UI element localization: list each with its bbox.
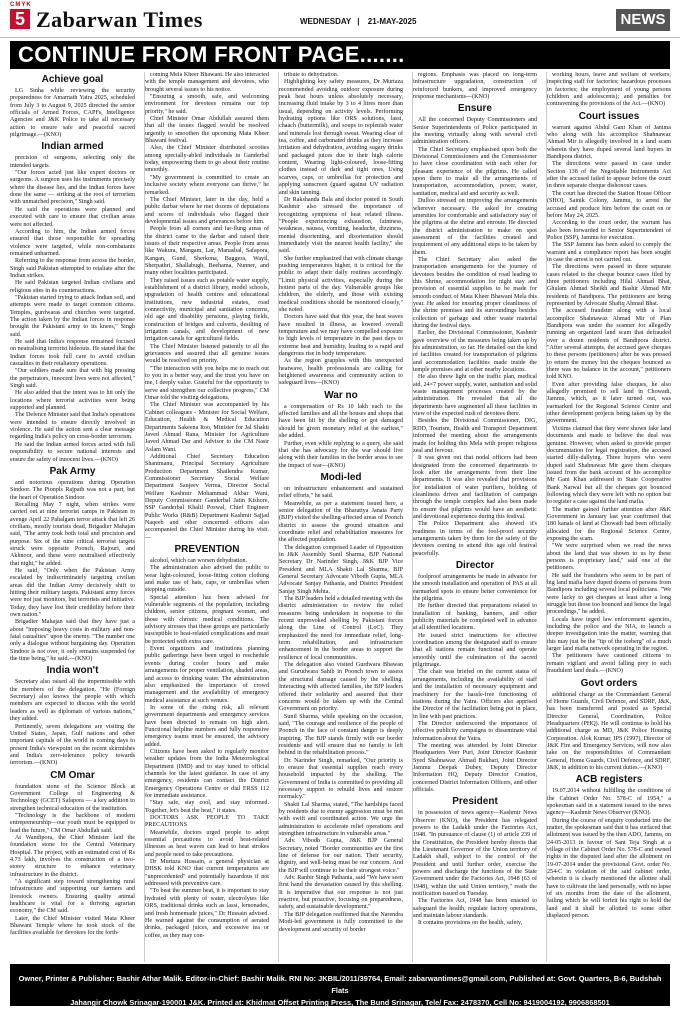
article-paragraph: It contains provisions on the health, safety, bbox=[418, 920, 523, 927]
article-paragraph: The Chief Minister was accompanied by his Cabinet colleagues - Minister for Social Welfare, Education, Health & Medical Education Departments Sakeena Itoo, Minister for Jal Shakti Javed Ahmad Rana, Minister for Agriculture Javed Ahmad Dar and Advisor to the CM Nasir Aslam Wani. bbox=[145, 402, 269, 453]
page-number: 5 bbox=[10, 9, 30, 29]
article-paragraph: 19.07.2014 without fulfilling the conditions of the Cabinet Order No. 578-C of 1954," a spokesman said in a statement issued to the news agency—Kashmir News Observer (KNO). bbox=[547, 788, 671, 817]
article-paragraph: Recalling May 7 night, when strikes were carried out at nine terrorist camps in Pakistan to avenge April 22 Pahalgam terror attack that left 26 civilians, mostly tourists dead, Brigadier Mahajan said, "The army took both total and precision and purpose. Six of the nine critical terrorist targets struck were opposite Poonch, Rajouri, and Akhnoor, and these were neutralised effectively that night," he added. bbox=[10, 501, 135, 567]
article-paragraph: Shakti Lal Sharma, stated, "The hardships faced by residents due to enemy aggression must be met with swift and coordinated action. We urge the administration to accelerate relief operations and strengthen infrastructure in vulnerable areas." bbox=[279, 801, 403, 838]
article-paragraph: At Wandipora, the Chief Minister laid the foundation stone for the Central Veterinary Hospital. The project, with an estimated cost of Rs 4.73 lakh, involves the construction of a two-storey structure to enhance veterinary infrastructure in the district. bbox=[10, 834, 135, 878]
article-paragraph: The meeting was attended by Joint Director Headquarters Veer Puri, Joint Director Kashmir Syed Shahnawaz Ahmad Bukhari, Joint Director Jammu Deepak Dubey, Deputy Director Information HQ, Deputy Director Creation, concerned District Information Officers, and other officials. bbox=[413, 742, 537, 793]
section-banner: CONTINUE FROM FRONT PAGE....... bbox=[10, 41, 670, 69]
article-paragraph: and notorious operations during Operation Sindoor. The Pionpls Rajpath was not a part, but the heart of Operation Sindoor. bbox=[10, 479, 135, 501]
article-paragraph: The accused fraudster along with a local accomplice Shahnawaz Ahmad Mir of Plan Bandipora was under the scanner for allegedly running an organized land scam that defrauded over a dozen residents of Bandipora district. "After several attempts, the accused gave cheques to these persons (petitioners) after he was pressed to return the money but the cheques bounced as there was no balance in the account," petitioners told KNO. bbox=[547, 308, 671, 381]
imprint-line-2: Jahangir Chowk Srinagar-190001 J&K. Printed at: Khidmat Offset Printing Press, The Bund Srinagar, Tele/ Fax: 2478370, Cell No: 9419004192, 9906868501 bbox=[70, 998, 610, 1007]
article-paragraph: Special attention has been advised for vulnerable segments of the population, including children, senior citizens, pregnant women, and those with chronic medical conditions. The advisory stresses that these groups are particularly susceptible to heat-related complications and must be protected with extra care. bbox=[145, 594, 269, 645]
article-headline: War no bbox=[324, 389, 358, 401]
article-headline: President bbox=[452, 796, 498, 808]
article-paragraph: "To beat the summer heat, it is important to stay hydrated with plenty of water, electrolytes like ORS, traditional drinks such as lassi, lemonades, and fresh homemade juices," Dr Hussain advised. He warned against the consumption of aerated drinks, packaged juices, and excessive tea or coffee, as they may con- bbox=[145, 888, 269, 939]
article-headline: Modi-led bbox=[320, 471, 362, 483]
article-headline: Achieve goal bbox=[41, 74, 104, 85]
article-paragraph: The petitioners have cautioned citizens to remain vigilant and avoid falling prey to such fraudulent land deals.—(KNO) bbox=[547, 653, 671, 675]
article-paragraph: They raised issues such as potable water supply, establishment of a district library, model schools, upgradation of health centres and educational institutions, new industrial estates, road connectivity, municipal and sanitation concerns, old age and disability pensions, playing fields, construction of bridges and culverts, desilting of irrigation canals, and development of new irrigation canals for agricultural fields. bbox=[145, 277, 269, 343]
article-headline: Indian armed bbox=[41, 141, 104, 153]
article-paragraph: Doctors have said that this year, the heat waves have resulted in illness, as lowered overall temperature and we may have compelled exposure to high levels of temperature in the past days to extreme heat and humidity, leading to a rapid and dangerous rise in body temperature. bbox=[279, 314, 403, 358]
cmyk-mark: CMYK bbox=[10, 2, 32, 8]
article-paragraph: Besides the Divisional Commissioner, DIG, RDD, Tourism, Health and Transport Department informed the meeting about the arrangements made for holding this Mela with proper religious zeal and fervour. bbox=[413, 418, 537, 454]
article-paragraph: Chief Minister Omar Abdullah assured them that all the issues flagged would be resolved urgently to smoothen the upcoming Mata Kheer Bhawani festival. bbox=[145, 116, 269, 145]
article-paragraph: on infrastructure enhancement and sustained relief efforts," he said. bbox=[279, 485, 403, 500]
article-paragraph: Secretary also raised all the impermissible with the members of the delegation. "He (Foreign Secretary) also knows the people with which members are expected to discuss with the world leaders as well as diplomats of various nations," they added. bbox=[10, 679, 135, 723]
newspaper-title: Zabarwan Times bbox=[36, 7, 203, 32]
article-headline: Court issues bbox=[578, 110, 640, 122]
article-paragraph: He also threw light on the traffic plan, medical aid, 24×7 power supply, water, sanitation and solid waste management processes created by the administration. He revealed that all the departments have augmented all these facilities in view of the expected rush of devotees there. bbox=[413, 374, 537, 418]
day-label: WEDNESDAY bbox=[300, 17, 352, 26]
article-paragraph: Event organizers and institutions planning public gatherings have been urged to reschedule events during cooler hours and make arrangements for proper ventilation, shaded areas, and access to drinking water. The administration also emphasized the importance of crowd management and the availability of emergency medical assistance at such venues. bbox=[145, 646, 269, 704]
article-paragraph: "Ensuring a smooth, safe, and welcoming environment for devotees remains our top priority," he said. bbox=[145, 94, 269, 115]
article-paragraph: The Director underscored the importance of effective publicity campaigns to disseminate vital information about the Yatra. bbox=[413, 720, 537, 742]
article-paragraph: foundation stone of the Science Block at Government College of Engineering & Technology (GCET) Safapora — a key addition to strengthen technical education of the institution. bbox=[10, 783, 135, 812]
article-paragraph: Dr. Narinder Singh, remarked, "Our priority is to ensure that essential supplies reach every household impacted by the shelling. The Government of India is committed to providing all necessary support to rebuild lives and restore normalcy." bbox=[279, 757, 403, 801]
article-paragraph: The Chief Minister, later in the day, held a public darbar where he met dozens of deputations and scores of individuals who flagged their developmental issues and grievances before him. bbox=[145, 196, 269, 225]
article-paragraph: additional charge as the Commandant General of Home Guards, Civil Defence, and SDRF, J&K, has been transferred and posted as Special Director General, Coordination, Police Headquarters (PHQ). He will continue to hold his additional charge as MD, J&K Police Housing Corporation. Alok Kumar, IPS (1997), Director of J&K Fire and Emergency Services, will now also take on the responsibilities of Commandant General, Home Guards, Civil Defence, and SDRF, J&K, in addition to his current duties.—(KNO) bbox=[547, 691, 671, 771]
article-paragraph: "The interaction with you helps me to reach out to you in a better way, and the trust you have on me, I deeply value. Grateful for the opportunity to serve and strengthen our collective progress," CM Omar told the visiting delegations. bbox=[145, 365, 269, 402]
article-paragraph: The Factories Act, 1948 has been enacted to safeguard the health, regulate factory operations, and maintain labour standards. bbox=[413, 898, 537, 920]
article-headline: Director bbox=[455, 560, 495, 571]
date-label: 21-MAY-2025 bbox=[367, 17, 417, 26]
article-paragraph: alcohol, which can worsen dehydration. bbox=[150, 558, 248, 564]
article-paragraph: Additional Chief Secretary Education Shantmanu, Principal Secretary Agriculture Production Department Shailendra Kumar, Commissioner Secretary Social Welfare Department Sanjeev Verma, Director Social Welfare Kashmir Mohammad Akbar Wani, Deputy Commissioner Ganderbal Jatin Kishore, SSP Ganderbal Khalil Poswal, Chief Engineer Public Works (R&B) Department Kashmir Sajjad Naqeeb and other concerned officers also accompanied the Chief Minister during his visit.— bbox=[145, 453, 269, 541]
article-paragraph: According to him, the Indian armed forces ensured that those responsible for spreading violence were targeted, while non-combatants remained unharmed. bbox=[10, 228, 135, 257]
article-columns bbox=[10, 72, 670, 962]
article-paragraph: The Chief Minister listened patiently to all the grievances and assured that all genuine issues would be resolved on priority. bbox=[145, 343, 269, 365]
imprint-line-1: Owner, Printer & Publisher: Bashir Athar Malik. Editor-in-Chief: Bashir Malik. RNI No: JKBIL/2011/39764, Email: zabarwantimes@gmail.com, Published at: Govt. Quarters, B-6, Budshah Flats bbox=[18, 974, 662, 995]
article-paragraph: Dr Rakshanda Bala and doctor posted in South Kashmir also stressed the importance of recognizing symptoms of heat related illness. "People experiencing exhaustion, faintness, weakness, nausea, vomiting, headache, dizziness, mental disorienting, and disorientation should immediately visit the nearest health facility," she said. bbox=[279, 196, 403, 255]
dateline: WEDNESDAY | 21-MAY-2025 bbox=[300, 17, 417, 26]
column-5 bbox=[546, 72, 671, 962]
article-paragraph: Meanwhile, as per a statement issued here, a senior delegation of the Bharatiya Janata Party (BJP) visited the shelling-affected areas of Poonch district to assess the ground situation and coordinate relief and rehabilitation measures for the affected population. bbox=[279, 500, 403, 544]
column-2 bbox=[144, 72, 269, 962]
article-paragraph: "Our forces acted just like expert doctors or surgeons. A surgeon uses his instruments precisely where the disease lies, and the Indian forces have done the same — striking at the root of terrorism with unmatched precision," Singh said. bbox=[10, 170, 135, 206]
article-paragraph: He said, "Only when the Pakistan Army escalated by indiscriminately targeting civilian areas did the Indian Army decisively shift to hitting their military targets. Pakistani army forces were not just monitors, but terrorists and initiative. Today, they have lost their credibility before their own nation." bbox=[10, 567, 135, 619]
article-paragraph: Referring to the response from across the border, Singh said Pakistan attempted to retaliate after the Indian strikes. bbox=[10, 258, 135, 279]
article-paragraph: Adv. Vibodh Gupta, J&K BJP General Secretary, noted "Border communities are the first line of defense for our nation. Their security, dignity, and well-being must be our concern. And the BJP will continue to be their strongest voice." bbox=[279, 838, 403, 874]
article-paragraph: "We were surprised when we read the news about the land that was shown to us by these persons is proprietary land," said one of the petitioners. bbox=[547, 543, 671, 572]
article-paragraph: "Our soldiers made sure that with big pressing the perpetrators, innocent lives were not affected," Singh said. bbox=[10, 368, 135, 390]
article-paragraph: As the region grapples with this unexpected heatwave, health professionals are calling for heightened awareness and community action to safeguard lives—(KNO) bbox=[279, 358, 403, 387]
article-headline: Govt orders bbox=[580, 677, 638, 689]
article-paragraph: Brigadier Mahajan said that they have just a about "imposing heavy costs in military and non-fatal casualties" upon the enemy. "The number one only a dialogue without bargaining day. Operation Sindoor is not over, it only remains suspended for the time being," he said.—(KNO) bbox=[10, 619, 135, 663]
article-headline: Ensure bbox=[458, 103, 492, 115]
article-paragraph: Meanwhile, doctors urged people to adopt essential precautions to avoid heat-related illnesses as heat waves can lead to heat strokes and people need to take precautions. bbox=[145, 829, 269, 858]
article-paragraph: precision of surgeons, selecting only the intended targets. bbox=[10, 155, 135, 169]
article-paragraph: The chair was briefed on the current status of arrangements, including the availability of staff and the installation of necessary equipment and machinery for the hassle-free functioning of stations during the Yatra. Officers also apprised the Director of the facilitation being put in place, in line with past practices. bbox=[413, 669, 537, 720]
column-4 bbox=[412, 72, 537, 962]
article-paragraph: "My government is committed to create an inclusive society where everyone can thrive," he remarked. bbox=[145, 174, 269, 196]
column-3 bbox=[278, 72, 403, 962]
article-paragraph: LG Sinha while reviewing the security preparedness for Amarnath Yatra 2025, scheduled from July 3 to August 9, 2025 directed the senior officials of Armed Forces, CAPFs, Intelligence Agencies and J&K Police to take all necessary action to ensure safe and peaceful sacred pilgrimage.—(KNO) bbox=[10, 88, 135, 139]
article-paragraph: Victims claimed that they were shown fake land documents and made to believe the deal was genuine. However, when asked to provide proper documentation for legal registration, the accused started dilly-dallying. Three buyers who were duped said Shahnawaz Mir gave them cheques issued from the bank account of his accomplice Mr Gani Khan addressed to State Cooperative Bank Narwal but all the cheques got bounced following which they were left with no option but to register a case against the land mafia. bbox=[547, 425, 671, 506]
article-paragraph: Even after providing false cheques, he also allegedly promised to sell land in Chowadi, Jammu, which, as it later turned out, was earmarked for the Regional Science Centre and other development projects being taken up by the government. bbox=[547, 381, 671, 425]
article-paragraph: All the concerned Deputy Commissioners and Senior Superintendents of Police participated in the meeting virtually along with several civil administration officers. bbox=[413, 117, 537, 146]
article-paragraph: in possession of news agency—Kashmir News Observer (KNO), the President has relegated powers to the Ladakh under the Factories Act, 1948. "In pursuance of clause (1) of article 239 of the Constitution, the President hereby directs that the Lieutenant Governor of the Union territory of Ladakh shall, subject to the control of the President and until further order, exercise the powers and discharge the functions of the State Government under the Factories Act, 1948 (63 of 1948), within the said Union territory," reads the notification issued on Tuesday. bbox=[413, 810, 537, 898]
article-paragraph: According to the court order, the warrant has also been forwarded to Senior Superintendent of Police (SSP), Jammu for execution. bbox=[547, 220, 671, 241]
article-paragraph: The directions were passed in three separate cases related to the cheque bounce cases filed by three petitioners including Hilal Ahmad Bhat, Ghulam Ahmad Sheikh and Bashir Ahmad Mir residents of Bandipora. The petitioners are being represented by Advocate Shafiq Ahmad Bhat. bbox=[547, 264, 671, 307]
article-paragraph: She further emphasized that with climate change pushing temperatures higher, it is critical for the public to adapt their daily routines accordingly. "Limit physical activities, especially during the hottest parts of the day. Vulnerable groups like children, the elderly, and those with existing medical conditions should be monitored closely," she noted. bbox=[279, 255, 403, 313]
article-paragraph: He said the fraudsters who seem to be part of big land mafia have duped dozens of persons from Bandipora including several local politicians. "We were lucky to get cheques at least after a long struggle but those too bounced and hence the legal proceedings," he added. bbox=[547, 572, 671, 616]
article-paragraph: The Chief Secretary emphasised upon both the Divisional Commissioners and the Commissioner to have close coordination with each other for pleasant experience of the pilgrims. He called upon them to make all the arrangements of transportation, accommodation, power, water, sanitation, medical aid and security as well. bbox=[413, 146, 537, 197]
article-paragraph: Earlier, the Divisional Commissioner, Kashmir gave overview of the measures being taken up by his administration, so far. He detailed out the kind of facilities created for transportation of pilgrims and accommodation facilities made inside the temple premises and at other nearby locations. bbox=[413, 330, 537, 374]
imprint-footer bbox=[10, 964, 670, 1006]
article-paragraph: Also, the Chief Minister distributed scooties among specially-abled individuals in Ganderbal today, empowering them to go about their routine smoothly. bbox=[145, 145, 269, 174]
article-headline: CM Omar bbox=[50, 769, 95, 781]
article-headline: PREVENTION bbox=[174, 544, 240, 555]
article-paragraph: Highlighting key safety measures, Dr Murtaza recommended avoiding outdoor exposure during peak heat hours unless absolutely necessary, increasing fluid intake by 3 to 4 litres more than usual, depending on activity levels. Performing hydrating options like ORS solutions, lassi, chaach (buttermilk), and soups to replenish water and minerals lost through sweat. Wearing clear of tea, coffee, and carbonated drinks as they increase irritation and dehydration, avoiding sugary drinks and packaged juices due to their high calorie content, Wearing light-coloured, loose-fitting clothes instead of dark and tight ones, Using scarves, caps, or umbrellas for protection and applying sunscreen (guard against UV radiation and skin tanning. bbox=[279, 79, 403, 196]
masthead bbox=[0, 0, 680, 38]
article-paragraph: "A significant step toward strengthening rural infrastructure and supporting our farmers and livestock owners. Ensuring quality animal healthcare is vital for a thriving agrarian economy," the CM said. bbox=[10, 879, 135, 915]
article-paragraph: Dr Murtaza Hussain, a general physician at DHSK told KNO that current temperatures are "unprecedented" and potentially hazardous if not addressed with preventive care. bbox=[145, 859, 269, 888]
article-paragraph: People from all corners and far-flung areas of the district came to the darbar and raised their issues of their respective areas. People from areas like Wakura, Mangam, Lar, Manasbal, Safapora, Kangan, Gund, Sherkona, Baggera, Wayil, Sherpathri, Shallabugh, Beehama, Nunner, and many other localities participated. bbox=[145, 226, 269, 277]
article-paragraph: The BJP leaders held a detailed meeting with the district administration to review the relief measures being undertaken in response to the recent unprovoked shelling by Pakistani forces along the Line of Control (LoC). They emphasized the need for immediate relief, long-term rehabilitation, and infrastructure enhancement in the border areas to support the resilience of local communities. bbox=[279, 596, 403, 661]
article-paragraph: "Technology is the backbone of modern entrepreneurship—our youth must be equipped to lead the future," CM Omar Abdullah said. bbox=[10, 812, 135, 834]
article-paragraph: During the course of enquiry conducted into the matter, the spokesman said that it has surfaced that allotment was issued by the then ADO, Jammu, on 24-05-2013 in favour of Sant Teja Singh at a village of the Cabinet Order No. 578-C and owned rights in the disputed land after the allotment on 19-07-2014 under the provisional Govt. order No. 254-C in violation of the said cabinet order, wherein it is clearly mentioned the allottee shall have to cultivate the land personally, with no lapse of six months from the date of the allotment, failing which he will forfeit his right to hold the land and it shall be allotted to some other displaced person. bbox=[547, 817, 671, 920]
article-paragraph: "Pakistan started trying to attack Indian soil, and attempts were made to target common citizens. Temples, gurdwaras and churches were targeted. The action taken by the Indian forces in response brought the Pakistani army to its knees," Singh said. bbox=[10, 294, 135, 338]
article-paragraph: coming Mela Kheer Bhawani. He also interacted with the temple management and devotees, who brought several issues to his notice. bbox=[145, 72, 269, 93]
article-paragraph: The matter gained further attention after J&K Government in January last year confirmed that 180 kanals of land at Chowadi had been officially allocated for the Regional Science Centre, exposing the scam. bbox=[547, 506, 671, 542]
article-paragraph: Adv. Ranbir Singh Pathania, said "We have seen first hand the devastation caused by this shelling. It is imperative that our response is not just reactive, but proactive, focusing on preparedness, safety, and sustainable development." bbox=[279, 875, 403, 911]
article-headline: India won't bbox=[46, 665, 99, 677]
article-headline: ACB registers bbox=[575, 774, 643, 786]
article-paragraph: regions. Emphasis was placed on long-term infrastructure upgradation, construction of reinforced bunkers, and improved emergency response mechanisms—(KNO) bbox=[413, 72, 537, 101]
article-paragraph: He issued strict instructions for effective coordination among the designated staff to ensure that all stations remain functional and operate smoothly until the culmination of the sacred pilgrimage. bbox=[413, 632, 537, 669]
article-paragraph: Locals have urged law enforcement agencies, including the police and the NIA, to launch a deeper investigation into the matter, warning that this may just be the "tip of the iceberg" of a much larger land mafia network operating in the region. bbox=[547, 616, 671, 653]
article-headline: Pak Army bbox=[49, 465, 96, 477]
article-paragraph: He said Pakistan targeted Indian civilians and religious sites in its counteractions. bbox=[10, 280, 135, 294]
article-paragraph: Dulloo stressed on improving the arrangements wherever necessary. He asked for creating amenities for comfortable and satisfactory stay of the pilgrims at the shrine and enroute. He directed the district administration to make on spot assessment of the facilities created and requirement of any additional steps to be taken by them. bbox=[413, 198, 537, 256]
article-paragraph: "Stay safe, stay cool, and stay informed. Together, let's beat the heat," it states. bbox=[145, 800, 269, 814]
article-paragraph: working hours, leave and welfare of workers; inspecting staff for factories; hazardous processes in factories; the employment of young persons (children and adolescents); and penalties for contravening the provisions of the Act.—(KNO) bbox=[547, 72, 671, 108]
article-paragraph: The Police Department also showed it's readiness in terms of the fool-proof security arrangements taken by them for the safety of the devotees coming to attend this age old festival peacefully. bbox=[413, 521, 537, 557]
section-badge: NEWS bbox=[616, 9, 670, 31]
article-paragraph: The directions were passed in case under Section 138 of the Negotiable Instruments Act after the accused failed to appear before the court in three separate cheque dishonour cases. bbox=[547, 161, 671, 190]
article-paragraph: Further, even while replying to a query, she said that she has advocacy for the war should live along with their families in the border areas to see the impact of war—(KNO) bbox=[279, 440, 403, 469]
article-paragraph: The delegation comprised Leader of Opposition in J&K Assembly Sunil Sharma, BJP National Secretary Dr Narinder Singh, J&K BJP Vice President and MLA Shakti Lal Sharma, BJP General Secretary Advocate Vibodh Gupta, MLA Advocate Sanjay Pathania, and District President Sanjay Singh Mehta. bbox=[279, 544, 403, 595]
article-paragraph: The SSP Jammu has been asked to comply the warrant and a compliance report has been sought in case the arrest is not carried out. bbox=[547, 242, 671, 263]
article-paragraph: The court has directed the Station House Officer (SHO), Sainik Colony, Jammu, to arrest the accused and produce him before the court on or before May 24, 2025. bbox=[547, 190, 671, 219]
article-paragraph: The BJP delegation reaffirmed that the Narendra Modi-led government is fully committed to the development and security of border bbox=[279, 911, 403, 933]
article-paragraph: Pertinently, seven delegations are visiting the United States, Japan, Gulf nations and other important capitals of the world in coming days to present India's viewpoint on the recent skirmishes and India's zero-tolerance policy towards terrorism.—(KNO) bbox=[10, 723, 135, 767]
article-paragraph: DOCTORS ASK PEOPLE TO TAKE PRECAUTIONS bbox=[145, 815, 269, 829]
article-paragraph: The administration also advised the public to wear light-coloured, loose-fitting cotton clothing and make use of hats, caps, or umbrellas when stepping outside. bbox=[145, 565, 269, 594]
article-paragraph: He said the operations were planned and executed with care to ensure that civilian areas were not affected. bbox=[10, 206, 135, 228]
article-paragraph: Citizens have been asked to regularly monitor weather updates from the India Meteorological Department (IMD) and to stay tuned to official channels for the latest guidance. In case of any emergency, residents can contact the District Emergency Operations Centre or dial ERSS 112 for immediate assistance. bbox=[145, 748, 269, 799]
article-paragraph: The Defence Minister said that India's operations were intended to ensure directly involved in violence. He said the action sent a clear message regarding India's policy on cross-border terrorism. bbox=[10, 412, 135, 441]
article-paragraph: warrant against Abdul Gani Khan of Janima who along with his accomplice Shahnawaz Ahmad Mir is allegedly involved in a land scam wherein they have duped several land buyers in Bandipora district. bbox=[547, 124, 671, 161]
article-paragraph: a compensation of Rs 10 lakh each to the affected families and all the houses and shops that have been hit by the shelling or got damaged should be given monetary relief at the earliest," she added. bbox=[279, 403, 403, 440]
article-paragraph: In some of the rising risk, all relevant government departments and emergency services have been directed to remain on high alert. Functional helpline numbers and fully responsive emergency teams must be ensured, the advisory added. bbox=[145, 704, 269, 748]
article-paragraph: It was given out that nodal officers had been designated from the concerned departments to look after the arrangements from their line departments. It was also revealed that provisions for installation of water purifiers, holding of cleanliness drives and facilitation of campaign through the temple complex had also been made to ensure that pilgrims would have an aesthetic and devotional experience during this festival. bbox=[413, 455, 537, 520]
article-paragraph: The delegation also visited Gurdwara Bhawan and Gurudwara Sahib in Poonch town to assess the structural damage caused by the shelling. Interacting with affected families, the BJP leaders offered their solidarity and assured that their concerns would be taken up with the Central Government on priority. bbox=[279, 662, 403, 713]
article-paragraph: He said that India's response remained focused on neutralising terrorist hideouts. He stated that the Indian forces took full care to avoid civilian casualties in their retaliatory operations. bbox=[10, 339, 135, 368]
article-paragraph: foolproof arrangements be made in advance for the smooth installation and operation of PAS at all earmarked spots to ensure better convenience for the pilgrims. bbox=[413, 574, 537, 603]
article-paragraph: The Chief Secretary also asked the transportation arrangements for the journey of devotees besides the condition of road leading to this Shrine, accommodation for night stay and provision of essential supplies to be made for smooth conduct of Mata Kheer Bhawani Mela this year. He asked for ensuring proper cleanliness of the shrine premises and its surroundings besides collection of garbage and other waste material during the festival days. bbox=[413, 256, 537, 329]
article-paragraph: He also added that the intent was to hit only the locations where terrorist activities were being supported and planned. bbox=[10, 390, 135, 412]
article-paragraph: He further directed that preparations related to installation of banking, banners, and other publicity materials be completed well in advance at all identified locations. bbox=[413, 603, 537, 632]
article-paragraph: He said the Indian armed forces acted with full responsibility to secure national interests and ensure the safety of innocent lives.—(KNO) bbox=[10, 441, 135, 463]
article-paragraph: tribute to dehydration. bbox=[284, 72, 339, 78]
article-paragraph: Sunil Sharma, while speaking on the occasion, said, "The courage and resilience of the people of Poonch in the face of constant danger is deeply inspiring. The BJP stands firmly with our border residents and will ensure that no family is left behind in the rehabilitation process." bbox=[279, 713, 403, 757]
article-paragraph: Later, the Chief Minister visited Mata Kheer Bhawani Temple where he took stock of the facilities available for devotees for the forth- bbox=[10, 915, 135, 937]
column-1 bbox=[10, 72, 135, 962]
